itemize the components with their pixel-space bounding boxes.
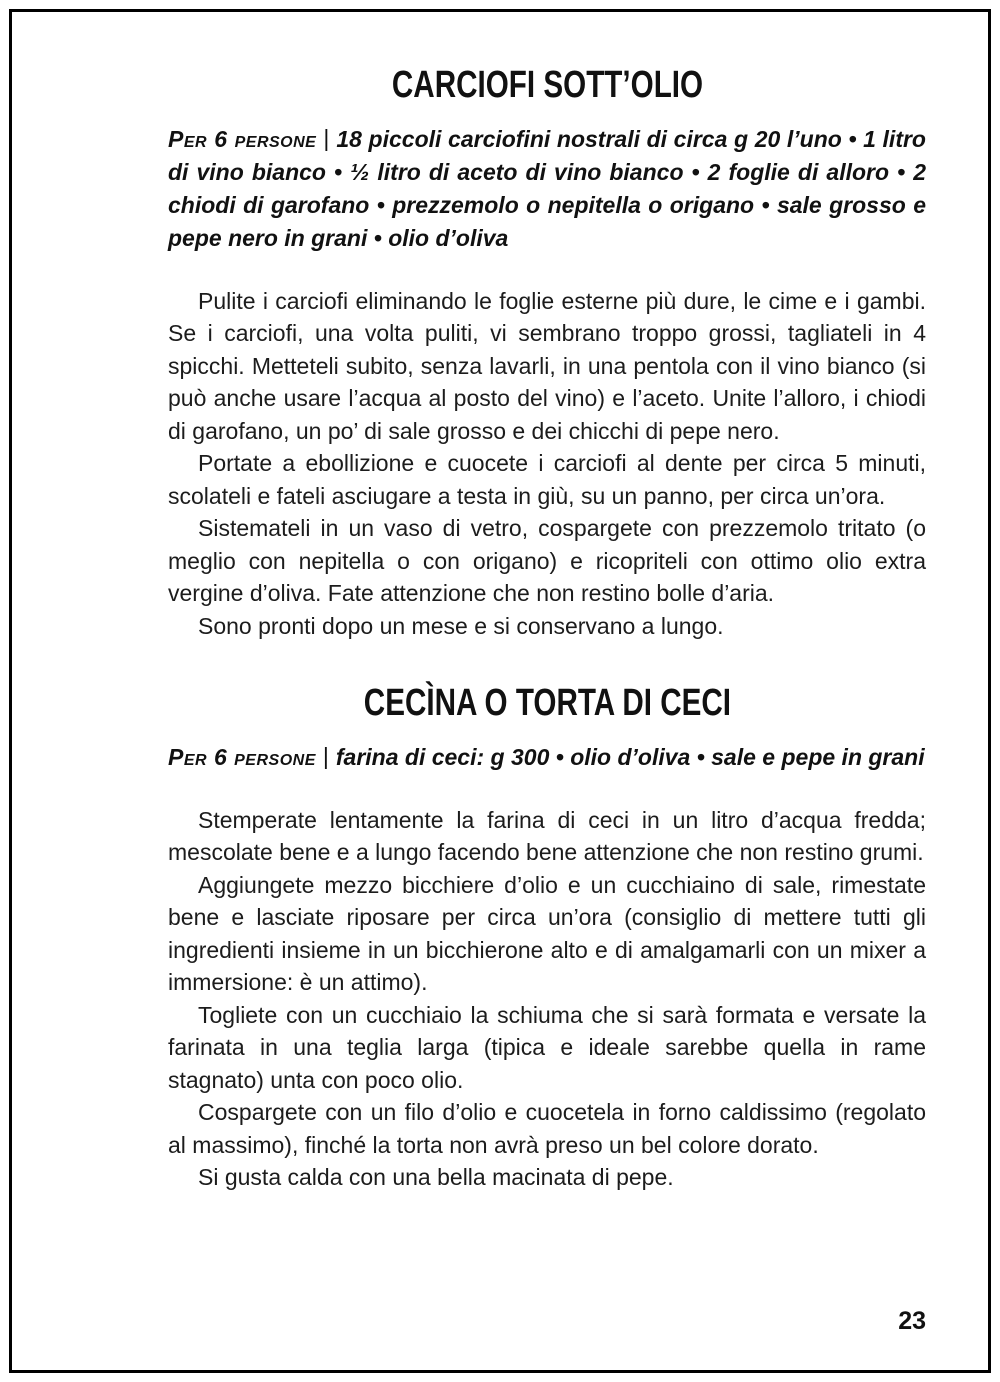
- recipe-paragraph: Stemperate lentamente la farina di ceci in un litro d’acqua fredda; mescolate bene e a lungo facendo bene attenzione che non restino grumi.: [168, 806, 926, 866]
- recipe-title-text: CECÌNA O TORTA DI CECI: [363, 682, 731, 725]
- recipe-paragraph: Sistemateli in un vaso di vetro, cospargete con prezzemolo tritato (o meglio con nepitella o con origano) e ricopriteli con ottimo olio extra vergine d’oliva. Fate attenzione che non restino bolle d’aria.: [168, 515, 926, 607]
- recipe-paragraph: Portate a ebollizione e cuocete i carciofi al dente per circa 5 minuti, scolateli e fateli asciugare a testa in giù, su un panno, per circa un’ora.: [168, 450, 926, 509]
- page-number: 23: [898, 1307, 926, 1335]
- page-border-frame: [9, 9, 991, 1373]
- recipe-title: [168, 682, 926, 725]
- recipe-paragraph: Pulite i carciofi eliminando le foglie esterne più dure, le cime e i gambi. Se i carciofi, una volta puliti, vi sembrano troppo grossi, tagliateli in 4 spicchi. Metteteli subito, senza lavarli, in una pentola con il vino bianco (si può anche usare l’acqua al posto del vino) e l’aceto. Unite l’alloro, i chiodi di garofano, un po’ di sale grosso e dei chicchi di pepe nero.: [168, 287, 926, 444]
- ingredients-separator: |: [322, 742, 329, 769]
- recipe-paragraph: Si gusta calda con una bella macinata di pepe.: [198, 1164, 674, 1191]
- recipe-paragraph: Cospargete con un filo d’olio e cuocetela in forno caldissimo (regolato al massimo), finché la torta non avrà preso un bel colore dorato.: [168, 1099, 926, 1158]
- page-content: [12, 12, 988, 1194]
- recipe-paragraph: Togliete con un cucchiaio la schiuma che si sarà formata e versate la farinata in una teglia larga (tipica e ideale sarebbe quella in rame stagnato) unta con poco olio.: [168, 1001, 926, 1093]
- serving-label: Per 6 persone: [168, 125, 317, 152]
- ingredients-line: [168, 741, 926, 774]
- ingredients-line: [168, 123, 926, 255]
- ingredients-separator: |: [323, 124, 330, 151]
- recipe-cecina-torta-di-ceci: [168, 682, 926, 1194]
- ingredients-text: farina di ceci: g 300 • olio d’oliva • sale e pepe in grani: [335, 743, 925, 770]
- recipe-title-text: CARCIOFI SOTT’OLIO: [391, 64, 703, 106]
- recipe-paragraph: Aggiungete mezzo bicchiere d’olio e un cucchiaino di sale, rimestate bene e lasciate riposare per circa un’ora (consiglio di mettere tutti gli ingredienti insieme in un bicchierone alto e di amalgamarli con un mixer a immersione: è un attimo).: [168, 871, 926, 996]
- recipe-title: [168, 64, 926, 107]
- recipe-carciofi-sottolio: [168, 64, 926, 642]
- serving-label: Per 6 persone: [168, 743, 316, 770]
- ingredients-text: 18 piccoli carciofini nostrali di circa g 20 l’uno • 1 litro di vino bianco • ½ litro di aceto di vino bianco • 2 foglie di alloro • 2 chiodi di garofano • prezzemolo o nepitella o origano • sale grosso e pepe nero in grani • olio d’oliva: [168, 125, 926, 251]
- recipe-paragraph: Sono pronti dopo un mese e si conservano a lungo.: [198, 612, 724, 639]
